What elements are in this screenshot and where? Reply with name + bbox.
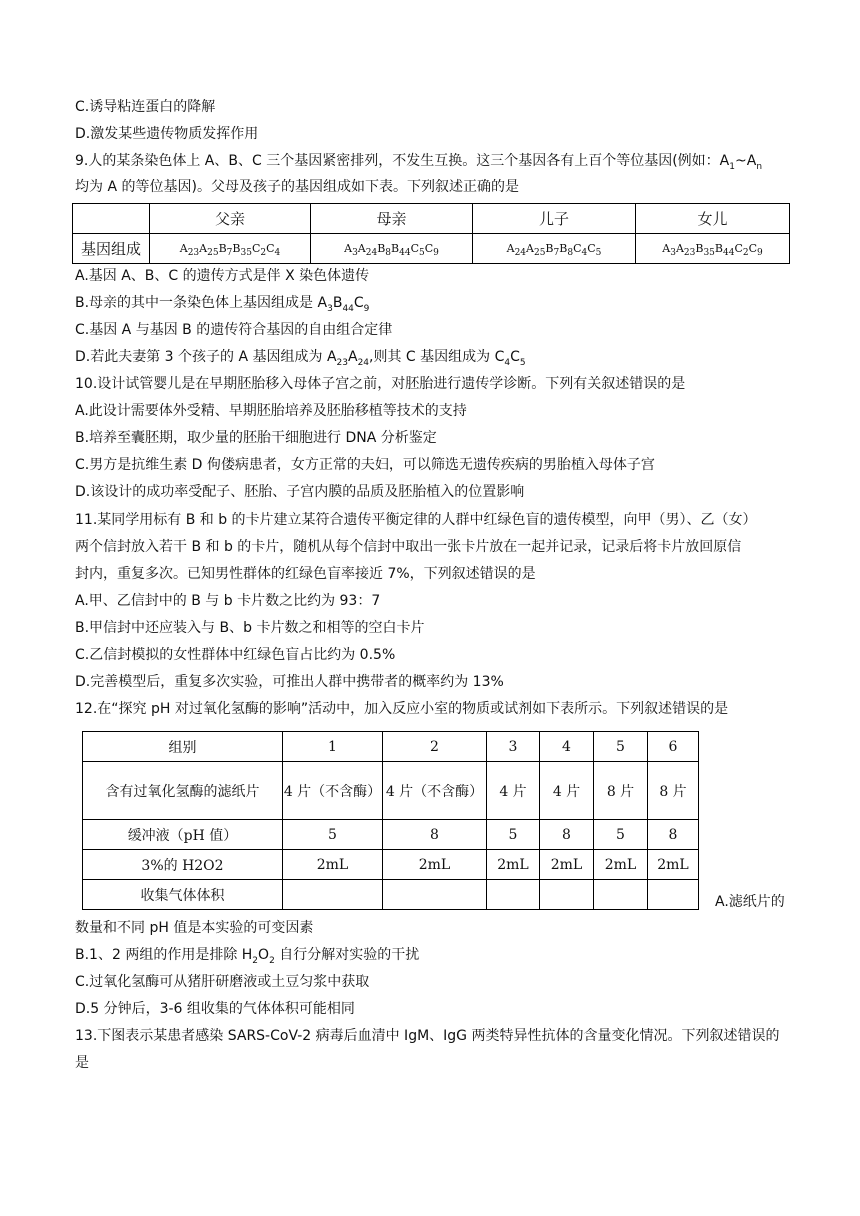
table-row — [83, 762, 699, 820]
table-cell: 8 — [648, 820, 699, 850]
table-header-mother: 母亲 — [311, 204, 473, 234]
q12-option-d: D.5 分钟后，3-6 组收集的气体体积可能相同 — [75, 1001, 355, 1017]
table-cell: 2mL — [487, 850, 540, 880]
table-cell: 8 — [540, 820, 594, 850]
table-row — [73, 234, 790, 264]
q10-option-b: B.培养至囊胚期，取少量的胚胎干细胞进行 DNA 分析鉴定 — [75, 430, 437, 446]
table-cell: 4 片 — [487, 762, 540, 820]
row-label: 基因组成 — [73, 234, 150, 264]
q9-option-c: C.基因 A 与基因 B 的遗传符合基因的自由组合定律 — [75, 322, 393, 338]
table-cell: 2mL — [383, 850, 487, 880]
table-row — [83, 732, 699, 762]
q13-stem-line1: 13.下图表示某患者感染 SARS-CoV-2 病毒后血清中 IgM、IgG 两类特异性抗体的含量变化情况。下列叙述错误的 — [75, 1028, 780, 1044]
q11-option-b: B.甲信封中还应装入与 B、b 卡片数之和相等的空白卡片 — [75, 620, 425, 636]
table-cell: 4 片（不含酶） — [283, 762, 383, 820]
q11-option-d: D.完善模型后，重复多次实验，可推出人群中携带者的概率约为 13% — [75, 674, 504, 690]
q11-stem-line2: 两个信封放入若干 B 和 b 的卡片，随机从每个信封中取出一张卡片放在一起并记录，记录后将卡片放回原信 — [75, 539, 742, 555]
genotype-table — [72, 203, 790, 264]
table-cell: 5 — [283, 820, 383, 850]
q12-option-b: B.1、2 两组的作用是排除 $H_2O_2$ 自行分解对实验的干扰 — [75, 947, 420, 966]
q11-stem-line3: 封内，重复多次。已知男性群体的红绿色盲率接近 7%，下列叙述错误的是 — [75, 566, 536, 582]
table-header-son: 儿子 — [473, 204, 636, 234]
table-cell — [283, 880, 383, 910]
table-cell — [487, 880, 540, 910]
table-cell: 4 片（不含酶） — [383, 762, 487, 820]
q10-option-d: D.该设计的成功率受配子、胚胎、子宫内膜的品质及胚胎植入的位置影响 — [75, 484, 525, 500]
q12-stem: 12.在“探究 pH 对过氧化氢酶的影响”活动中，加入反应小室的物质或试剂如下表所示。下列叙述错误的是 — [75, 701, 729, 717]
table-cell: 2mL — [540, 850, 594, 880]
table-row — [83, 850, 699, 880]
q11-option-a: A.甲、乙信封中的 B 与 b 卡片数之比约为 93：7 — [75, 593, 381, 609]
experiment-table — [82, 731, 699, 910]
table-cell — [383, 880, 487, 910]
q11-stem-line1: 11.某同学用标有 B 和 b 的卡片建立某符合遗传平衡定律的人群中红绿色盲的遗传模型，向甲（男）、乙（女） — [75, 512, 757, 528]
q8-option-c: C.诱导粘连蛋白的降解 — [75, 99, 216, 115]
table-cell — [73, 204, 150, 234]
table-cell: 含有过氧化氢酶的滤纸片 — [83, 762, 283, 820]
table-cell: 4 片 — [540, 762, 594, 820]
genotype-father: $A_{23}A_{25}B_7B_{35}C_2C_4$ — [150, 234, 311, 264]
q11-option-c: C.乙信封模拟的女性群体中红绿色盲占比约为 0.5% — [75, 647, 396, 663]
table-cell: 缓冲液（pH 值） — [83, 820, 283, 850]
genotype-daughter: $A_3A_{23}B_{35}B_{44}C_2C_9$ — [636, 234, 790, 264]
table-cell: 2 — [383, 732, 487, 762]
q12-option-c: C.过氧化氢酶可从猪肝研磨液或土豆匀浆中获取 — [75, 974, 370, 990]
q10-option-a: A.此设计需要体外受精、早期胚胎培养及胚胎移植等技术的支持 — [75, 403, 467, 419]
table-cell — [648, 880, 699, 910]
q9-option-b: B.母亲的其中一条染色体上基因组成是 $A_3B_{44}C_9$ — [75, 295, 370, 314]
q12-option-a-tail: A.滤纸片的 — [715, 894, 785, 910]
table-cell: 3 — [487, 732, 540, 762]
q10-option-c: C.男方是抗维生素 D 佝偻病患者，女方正常的夫妇，可以筛选无遗传疾病的男胎植入母体子宫 — [75, 457, 655, 473]
table-row — [83, 820, 699, 850]
table-row — [73, 204, 790, 234]
table-cell: 组别 — [83, 732, 283, 762]
genotype-mother: $A_3A_{24}B_8B_{44}C_5C_9$ — [311, 234, 473, 264]
table-cell: 5 — [594, 820, 648, 850]
table-cell: 2mL — [648, 850, 699, 880]
q12-option-a-cont: 数量和不同 pH 值是本实验的可变因素 — [75, 920, 314, 936]
table-cell: 2mL — [283, 850, 383, 880]
table-cell: 1 — [283, 732, 383, 762]
table-header-daughter: 女儿 — [636, 204, 790, 234]
table-cell: 收集气体体积 — [83, 880, 283, 910]
table-cell — [594, 880, 648, 910]
table-header-father: 父亲 — [150, 204, 311, 234]
table-cell: 2mL — [594, 850, 648, 880]
table-cell: 8 — [383, 820, 487, 850]
q9-stem-line2: 均为 A 的等位基因)。父母及孩子的基因组成如下表。下列叙述正确的是 — [75, 179, 519, 195]
q9-option-d: D.若此夫妻第 3 个孩子的 A 基因组成为 $A_{23}A_{24}$,则其 C 基因组成为 $C_4C_5$ — [75, 349, 526, 368]
table-cell: 4 — [540, 732, 594, 762]
table-cell — [540, 880, 594, 910]
q9-stem-line1: 9.人的某条染色体上 A、B、C 三个基因紧密排列，不发生互换。这三个基因各有上百个等位基因(例如：$A_1\sim A_n$ — [75, 153, 763, 172]
table-cell: 5 — [594, 732, 648, 762]
table-cell: 5 — [487, 820, 540, 850]
table-cell: 3%的 H2O2 — [83, 850, 283, 880]
q13-stem-line2: 是 — [75, 1055, 89, 1071]
q9-option-a: A.基因 A、B、C 的遗传方式是伴 X 染色体遗传 — [75, 268, 370, 284]
table-cell: 6 — [648, 732, 699, 762]
table-cell: 8 片 — [648, 762, 699, 820]
q10-stem: 10.设计试管婴儿是在早期胚胎移入母体子宫之前，对胚胎进行遗传学诊断。下列有关叙述错误的是 — [75, 376, 686, 392]
genotype-son: $A_{24}A_{25}B_7B_8C_4C_5$ — [473, 234, 636, 264]
q8-option-d: D.激发某些遗传物质发挥作用 — [75, 126, 259, 142]
table-row — [83, 880, 699, 910]
table-cell: 8 片 — [594, 762, 648, 820]
